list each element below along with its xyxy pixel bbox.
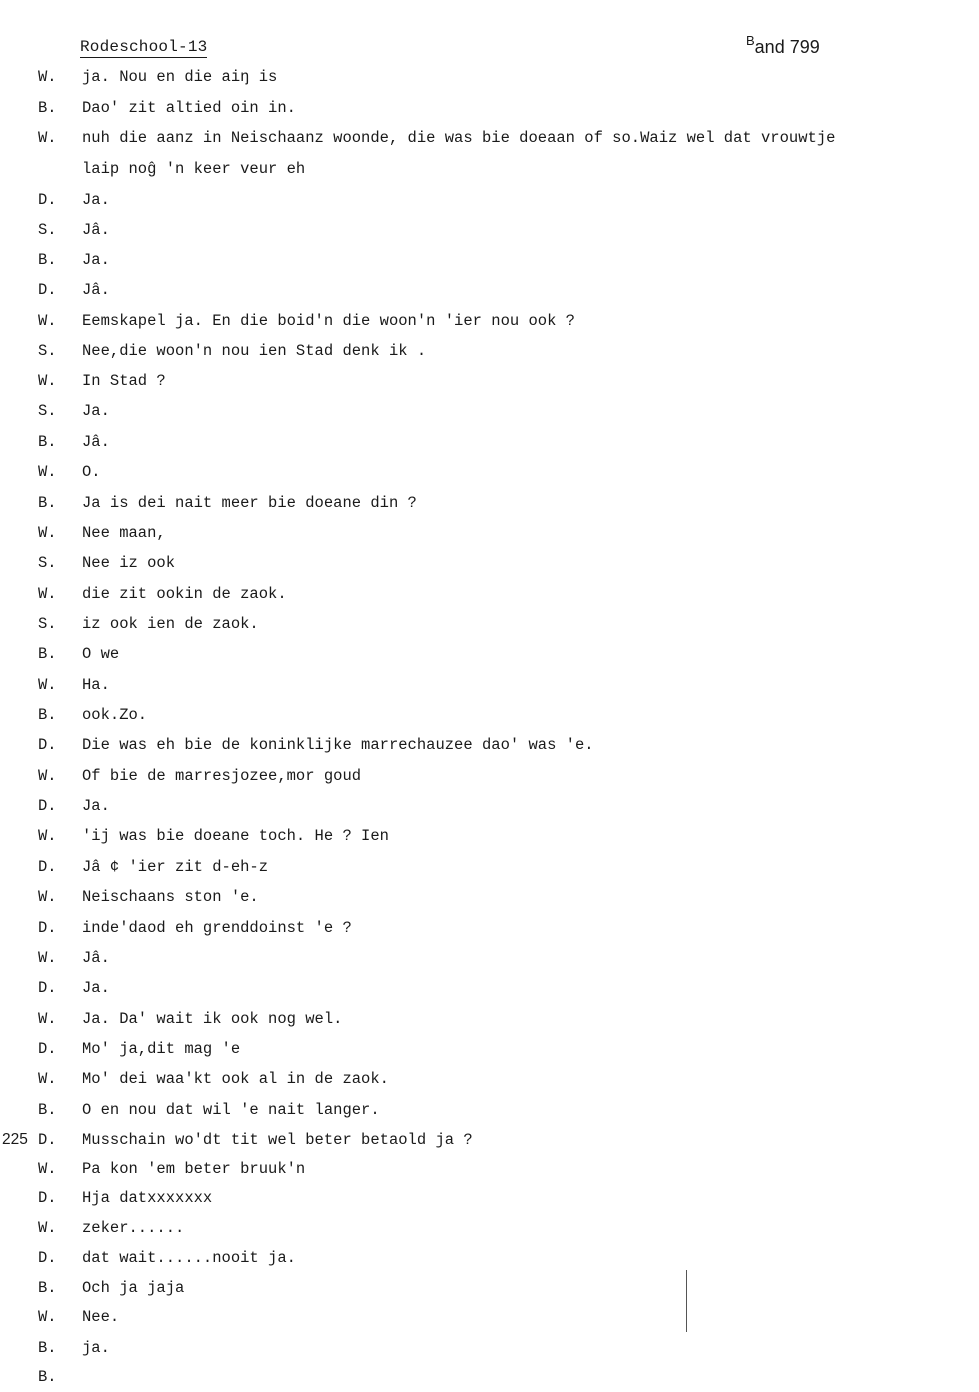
utterance-text: Ha.: [82, 676, 110, 694]
utterance-text: Ja. Da' wait ik ook nog wel.: [82, 1010, 343, 1028]
speaker-label: B.: [38, 494, 57, 512]
speaker-label: W.: [38, 676, 57, 694]
transcript-line: [0, 1158, 979, 1180]
utterance-text: Hja datxxxxxxx: [82, 1189, 213, 1207]
speaker-label: D.: [38, 1040, 57, 1058]
utterance-text: Ja.: [82, 402, 110, 420]
utterance-text: Dao' zit altied oin in.: [82, 99, 296, 117]
speaker-label: S.: [38, 402, 57, 420]
utterance-text: In Stad ?: [82, 372, 166, 390]
transcript-line: [0, 1187, 979, 1209]
transcript-line: [0, 583, 979, 605]
transcript-line: [0, 340, 979, 362]
document-title: Rodeschool-13: [80, 38, 208, 56]
speaker-label: B.: [38, 706, 57, 724]
speaker-label: D.: [38, 281, 57, 299]
speaker-label: D.: [38, 919, 57, 937]
speaker-label: S.: [38, 342, 57, 360]
speaker-label: W.: [38, 524, 57, 542]
transcript-line: [0, 1247, 979, 1269]
transcript-line: [0, 400, 979, 422]
transcript-line: [0, 1038, 979, 1060]
utterance-text: Jâ.: [82, 281, 110, 299]
utterance-text: Nee iz ook: [82, 554, 176, 572]
transcript-line: [0, 1217, 979, 1239]
utterance-text: laip noĝ 'n keer veur eh: [82, 160, 306, 178]
transcript-line: [0, 1277, 979, 1299]
utterance-text: Neischaans ston 'e.: [82, 888, 259, 906]
utterance-text: dat wait......nooit ja.: [82, 1249, 296, 1267]
speaker-label: W.: [38, 1219, 57, 1237]
speaker-label: W.: [38, 1160, 57, 1178]
utterance-text: Och ja jaja: [82, 1279, 185, 1297]
speaker-label: D.: [38, 858, 57, 876]
speaker-label: W.: [38, 1070, 57, 1088]
speaker-label: D.: [38, 191, 57, 209]
transcript-line: [0, 249, 979, 271]
transcript-line: [0, 461, 979, 483]
utterance-text: nuh die aanz in Neischaanz woonde, die was bie doeaan of so.Waiz wel dat vrouwtje: [82, 129, 836, 147]
speaker-label: W.: [38, 767, 57, 785]
utterance-text: Ja is dei nait meer bie doeane din ?: [82, 494, 417, 512]
speaker-label: S.: [38, 615, 57, 633]
transcript-line: [0, 127, 979, 149]
utterance-text: Die was eh bie de koninklijke marrechauzee dao' was 'e.: [82, 736, 594, 754]
transcript-line: [0, 643, 979, 665]
transcript-line: [0, 1366, 979, 1388]
speaker-label: D.: [38, 797, 57, 815]
utterance-text: Jâ.: [82, 433, 110, 451]
utterance-text: inde'daod eh grenddoinst 'e ?: [82, 919, 352, 937]
speaker-label: W.: [38, 463, 57, 481]
speaker-label: D.: [38, 1249, 57, 1267]
utterance-text: Ja.: [82, 797, 110, 815]
speaker-label: W.: [38, 585, 57, 603]
speaker-label: W.: [38, 312, 57, 330]
transcript-line: [0, 189, 979, 211]
transcript-line: [0, 1068, 979, 1090]
utterance-text: Ja.: [82, 979, 110, 997]
transcript-line: [0, 279, 979, 301]
transcript-line: [0, 917, 979, 939]
speaker-label: W.: [38, 68, 57, 86]
utterance-text: Mo' ja,dit mag 'e: [82, 1040, 241, 1058]
transcript-line: [0, 552, 979, 574]
transcript-line: [0, 977, 979, 999]
speaker-label: B.: [38, 645, 57, 663]
speaker-label: W.: [38, 1010, 57, 1028]
transcript-line: [0, 66, 979, 88]
speaker-label: B.: [38, 251, 57, 269]
utterance-text: Eemskapel ja. En die boid'n die woon'n 'ier nou ook ?: [82, 312, 575, 330]
transcript-line: [0, 613, 979, 635]
speaker-label: D.: [38, 1131, 57, 1149]
speaker-label: W.: [38, 949, 57, 967]
speaker-label: W.: [38, 372, 57, 390]
speaker-label: W.: [38, 888, 57, 906]
transcript-line: [0, 856, 979, 878]
utterance-text: Jâ.: [82, 221, 110, 239]
transcript-line: [0, 886, 979, 908]
transcript-line: [0, 1129, 979, 1151]
transcript-line: [0, 522, 979, 544]
tape-label-prefix: B: [746, 33, 755, 48]
speaker-label: S.: [38, 554, 57, 572]
utterance-text: ja. Nou en die aiŋ is: [82, 68, 278, 86]
utterance-text: Of bie de marresjozee,mor goud: [82, 767, 362, 785]
transcript-line: [0, 492, 979, 514]
utterance-text: Jâ.: [82, 949, 110, 967]
transcript-line: [0, 1337, 979, 1359]
tape-label-text: and 799: [754, 37, 820, 57]
transcript-line: [0, 734, 979, 756]
transcript-line: [0, 219, 979, 241]
transcript-line: [0, 370, 979, 392]
transcript-line: [0, 1008, 979, 1030]
utterance-text: O we: [82, 645, 120, 663]
transcript-line: [0, 1306, 979, 1328]
transcript-line: [0, 795, 979, 817]
utterance-text: O.: [82, 463, 101, 481]
transcript-line: [0, 674, 979, 696]
transcript-line: [0, 431, 979, 453]
speaker-label: B.: [38, 1101, 57, 1119]
transcript-line: [0, 97, 979, 119]
utterance-text: Nee maan,: [82, 524, 166, 542]
utterance-text: Pa kon 'em beter bruuk'n: [82, 1160, 306, 1178]
transcript-line: [0, 825, 979, 847]
utterance-text: O en nou dat wil 'e nait langer.: [82, 1101, 380, 1119]
speaker-label: B.: [38, 99, 57, 117]
speaker-label: D.: [38, 979, 57, 997]
utterance-text: die zit ookin de zaok.: [82, 585, 287, 603]
speaker-label: B.: [38, 433, 57, 451]
transcript-line: [0, 765, 979, 787]
transcript-line: [0, 1099, 979, 1121]
utterance-text: ook.Zo.: [82, 706, 148, 724]
margin-line-number: 225: [2, 1131, 28, 1148]
utterance-text: iz ook ien de zaok.: [82, 615, 259, 633]
speaker-label: D.: [38, 1189, 57, 1207]
transcript-line: [0, 158, 979, 180]
speaker-label: W.: [38, 827, 57, 845]
utterance-text: Ja.: [82, 251, 110, 269]
speaker-label: D.: [38, 736, 57, 754]
utterance-text: Nee,die woon'n nou ien Stad denk ik .: [82, 342, 427, 360]
utterance-text: Musschain wo'dt tit wel beter betaold ja ?: [82, 1131, 473, 1149]
utterance-text: Ja.: [82, 191, 110, 209]
speaker-label: B.: [38, 1368, 57, 1386]
utterance-text: Jâ ¢ 'ier zit d-eh-z: [82, 858, 269, 876]
utterance-text: ja.: [82, 1339, 110, 1357]
transcript-line: [0, 310, 979, 332]
speaker-label: W.: [38, 129, 57, 147]
transcript-line: [0, 947, 979, 969]
utterance-text: zeker......: [82, 1219, 185, 1237]
margin-vertical-rule: [686, 1270, 687, 1332]
utterance-text: Mo' dei waa'kt ook al in de zaok.: [82, 1070, 389, 1088]
transcript-line: [0, 704, 979, 726]
speaker-label: W.: [38, 1308, 57, 1326]
speaker-label: B.: [38, 1279, 57, 1297]
utterance-text: 'ij was bie doeane toch. He ? Ien: [82, 827, 389, 845]
speaker-label: B.: [38, 1339, 57, 1357]
speaker-label: S.: [38, 221, 57, 239]
utterance-text: Nee.: [82, 1308, 120, 1326]
